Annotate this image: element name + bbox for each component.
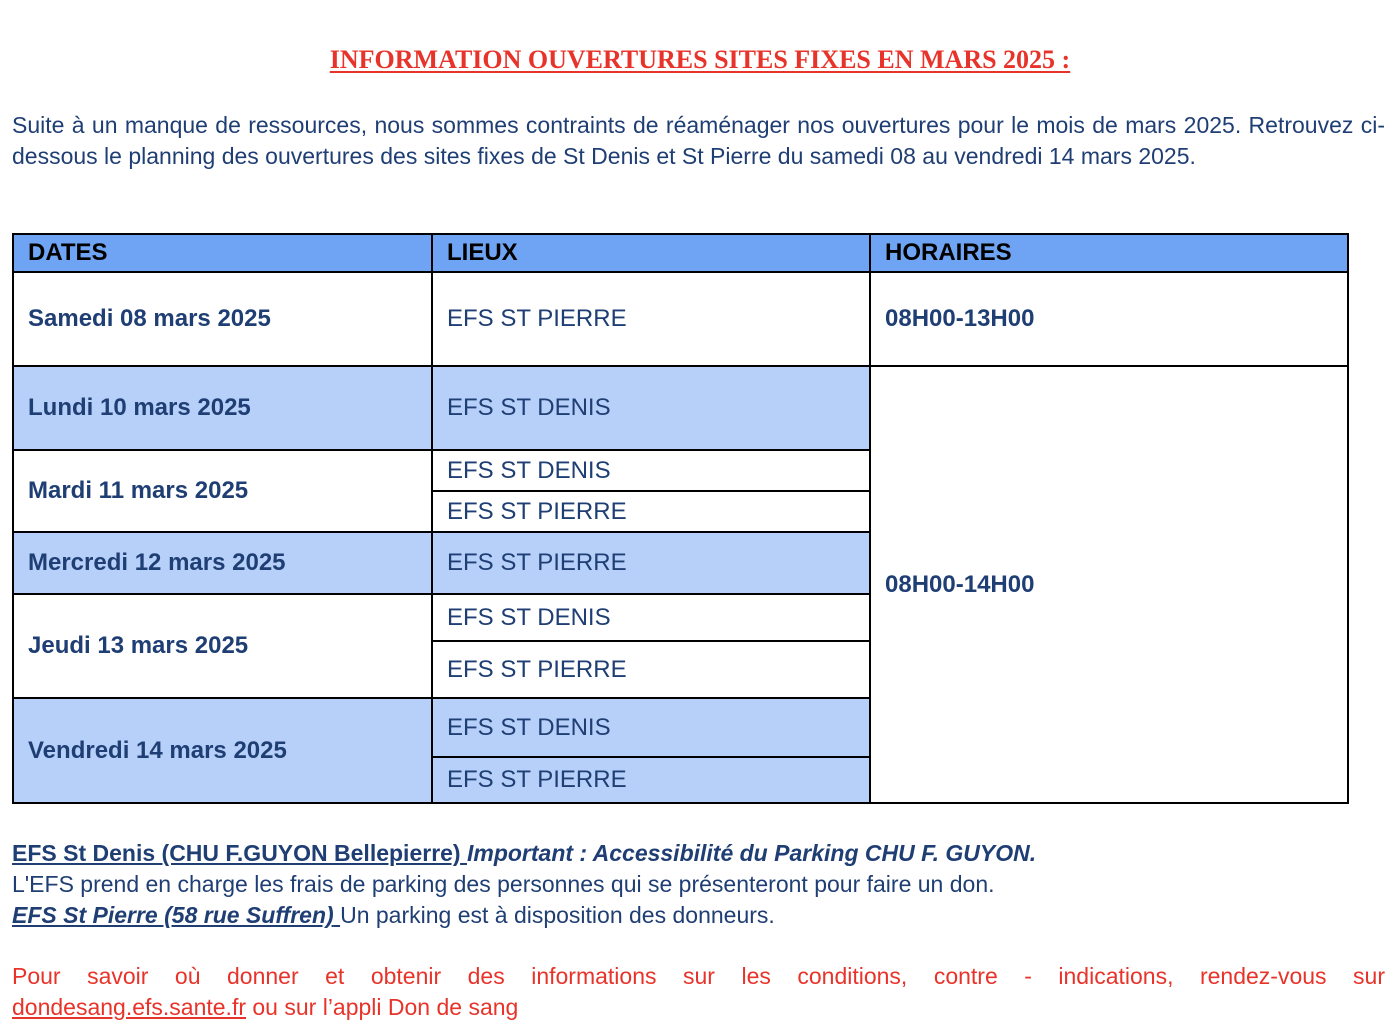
intro-paragraph: Suite à un manque de ressources, nous sommes contraints de réaménager nos ouvertures pour le mois de mars 2025. Retrouvez ci-dessous le planning des ouvertures des sites fixes de St Denis et St Pierre du samedi 08 au vendredi 14 mars 2025. (12, 112, 1385, 169)
st-denis-text: L'EFS prend en charge les frais de parking des personnes qui se présenteront pour faire un don. (12, 871, 995, 897)
shared-hours-cell: 08H00-14H00 (870, 366, 1348, 803)
header-dates: DATES (13, 234, 432, 272)
parking-notes (12, 838, 1385, 931)
table-row (13, 272, 1348, 366)
place-cell: EFS ST PIERRE (432, 532, 870, 594)
st-denis-important: Important : Accessibilité du Parking CHU F. GUYON. (466, 840, 1037, 866)
header-horaires: HORAIRES (870, 234, 1348, 272)
st-pierre-name: EFS St Pierre (58 rue Suffren) (12, 902, 334, 928)
page-title-text: INFORMATION OUVERTURES SITES FIXES EN MARS 2025 : (329, 45, 1071, 74)
table-row (13, 366, 1348, 450)
place-cell: EFS ST PIERRE (432, 272, 870, 366)
st-denis-line (12, 838, 1385, 869)
place-cell: EFS ST PIERRE (432, 641, 870, 698)
header-lieux: LIEUX (432, 234, 870, 272)
place-cell: EFS ST PIERRE (432, 491, 870, 532)
place-cell: EFS ST DENIS (432, 366, 870, 450)
st-pierre-text: Un parking est à disposition des donneurs. (340, 902, 775, 928)
place-cell: EFS ST DENIS (432, 594, 870, 641)
dondesang-link[interactable]: dondesang.efs.sante.fr (12, 994, 246, 1020)
date-cell: Mercredi 12 mars 2025 (13, 532, 432, 594)
table-header-row (13, 234, 1348, 272)
hours-cell: 08H00-13H00 (870, 272, 1348, 366)
date-cell: Samedi 08 mars 2025 (13, 272, 432, 366)
place-cell: EFS ST DENIS (432, 450, 870, 491)
date-cell: Mardi 11 mars 2025 (13, 450, 432, 532)
st-denis-name: EFS St Denis (CHU F.GUYON Bellepierre) (12, 840, 461, 866)
place-cell: EFS ST DENIS (432, 698, 870, 757)
footer-info (12, 961, 1385, 1023)
planning-table (12, 233, 1349, 804)
date-cell: Vendredi 14 mars 2025 (13, 698, 432, 803)
footer-text: Pour savoir où donner et obtenir des informations sur les conditions, contre - indications, rendez-vous sur (12, 963, 1385, 989)
page-title (0, 45, 1400, 75)
footer-after-link: ou sur l’appli Don de sang (252, 994, 519, 1020)
date-cell: Lundi 10 mars 2025 (13, 366, 432, 450)
date-cell: Jeudi 13 mars 2025 (13, 594, 432, 698)
place-cell: EFS ST PIERRE (432, 757, 870, 803)
st-pierre-line (12, 900, 1385, 931)
